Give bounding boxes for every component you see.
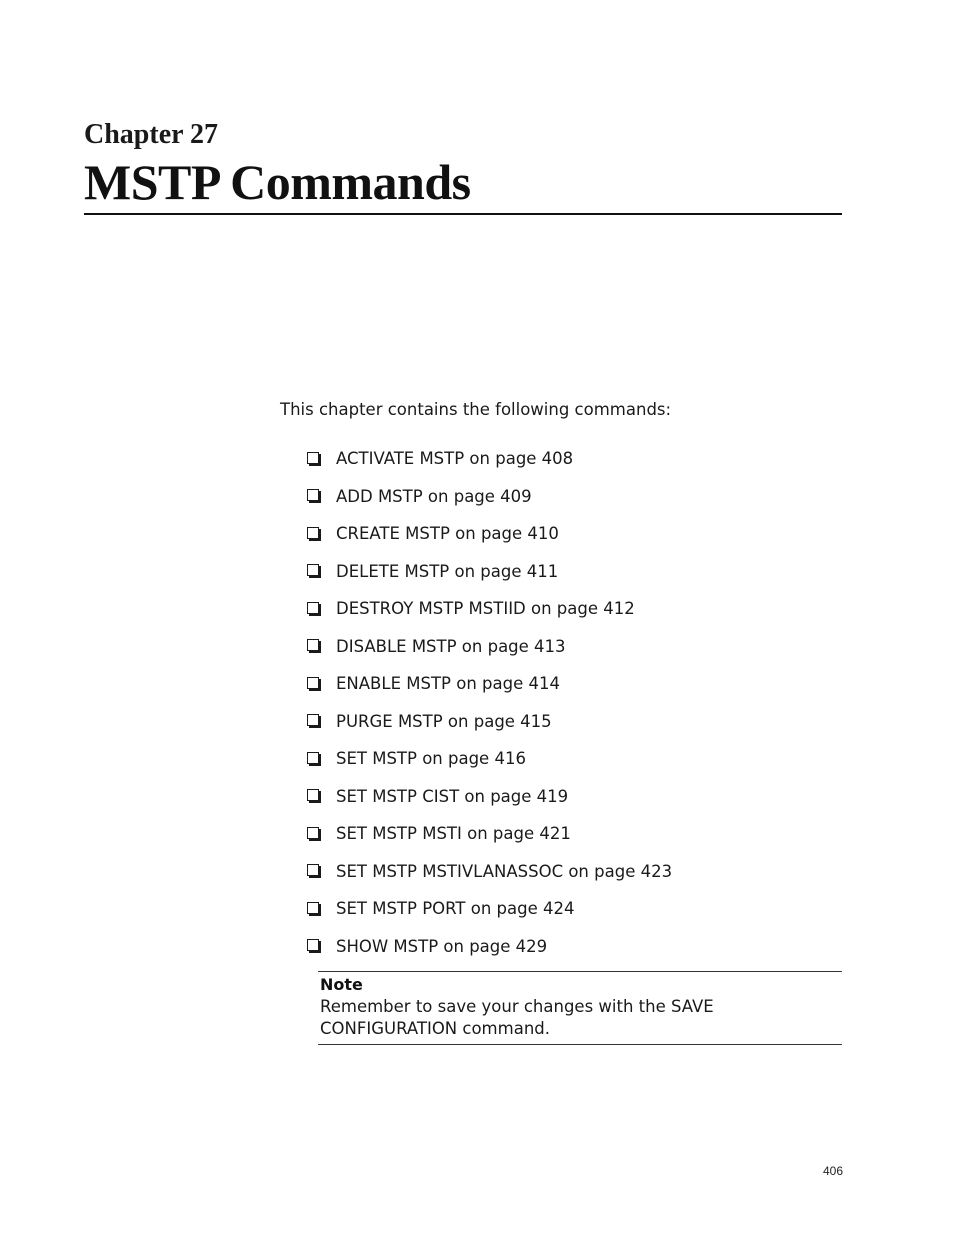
command-link[interactable]: DESTROY MSTP MSTIID on page 412 [336, 599, 635, 619]
note-box [318, 971, 842, 1045]
chapter-title: MSTP Commands [84, 154, 471, 210]
list-item [307, 665, 672, 703]
command-link[interactable]: ENABLE MSTP on page 414 [336, 674, 560, 694]
list-item [307, 440, 672, 478]
checkbox-square-icon [307, 864, 319, 876]
checkbox-square-icon [307, 939, 319, 951]
checkbox-square-icon [307, 827, 319, 839]
checkbox-square-icon [307, 752, 319, 764]
checkbox-square-icon [307, 677, 319, 689]
command-link[interactable]: ADD MSTP on page 409 [336, 486, 532, 506]
list-item [307, 553, 672, 591]
command-link[interactable]: SET MSTP PORT on page 424 [336, 899, 575, 919]
command-link[interactable]: SET MSTP on page 416 [336, 749, 526, 769]
note-heading: Note [320, 975, 363, 994]
command-link[interactable]: DISABLE MSTP on page 413 [336, 636, 566, 656]
command-link[interactable]: SET MSTP MSTI on page 421 [336, 824, 571, 844]
checkbox-square-icon [307, 564, 319, 576]
list-item [307, 778, 672, 816]
checkbox-square-icon [307, 639, 319, 651]
list-item [307, 853, 672, 891]
command-link[interactable]: DELETE MSTP on page 411 [336, 561, 559, 581]
list-item [307, 928, 672, 966]
list-item [307, 515, 672, 553]
chapter-label: Chapter 27 [84, 119, 219, 150]
command-link[interactable]: SHOW MSTP on page 429 [336, 936, 548, 956]
checkbox-square-icon [307, 789, 319, 801]
title-divider [84, 213, 842, 215]
command-link[interactable]: ACTIVATE MSTP on page 408 [336, 449, 574, 469]
note-text: Remember to save your changes with the SAVE CONFIGURATION command. [320, 997, 714, 1038]
command-link[interactable]: SET MSTP MSTIVLANASSOC on page 423 [336, 861, 673, 881]
list-item [307, 703, 672, 741]
list-item [307, 890, 672, 928]
checkbox-square-icon [307, 527, 319, 539]
checkbox-square-icon [307, 714, 319, 726]
command-link[interactable]: PURGE MSTP on page 415 [336, 711, 552, 731]
command-link[interactable]: SET MSTP CIST on page 419 [336, 786, 569, 806]
list-item [307, 590, 672, 628]
command-list [307, 440, 672, 965]
checkbox-square-icon [307, 602, 319, 614]
checkbox-square-icon [307, 452, 319, 464]
page-number: 406 [823, 1164, 844, 1178]
list-item [307, 628, 672, 666]
list-item [307, 815, 672, 853]
checkbox-square-icon [307, 902, 319, 914]
list-item [307, 478, 672, 516]
list-item [307, 740, 672, 778]
command-link[interactable]: CREATE MSTP on page 410 [336, 524, 559, 544]
intro-text: This chapter contains the following commands: [280, 400, 672, 419]
checkbox-square-icon [307, 489, 319, 501]
